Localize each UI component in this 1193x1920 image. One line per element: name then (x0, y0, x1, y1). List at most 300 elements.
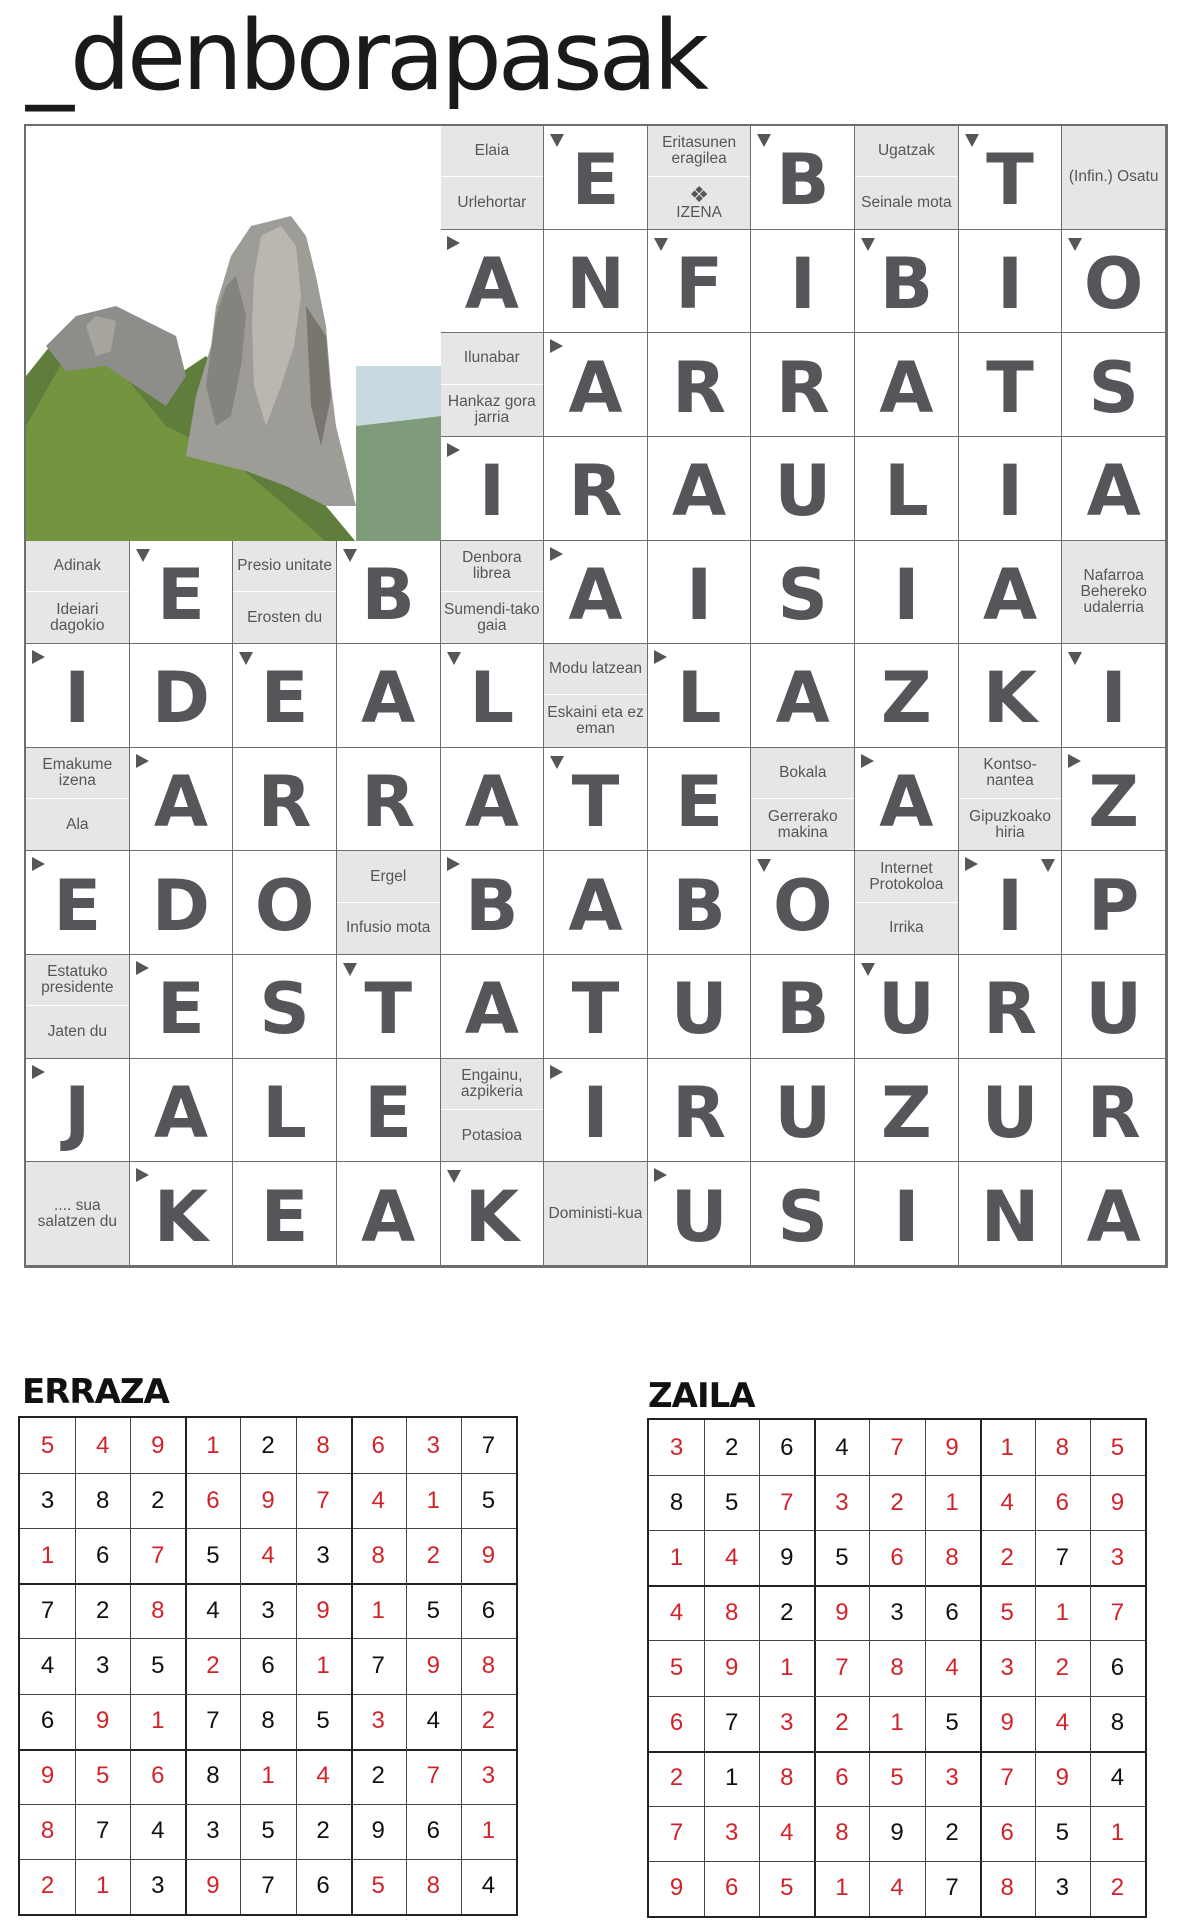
arrow-down-icon (1041, 859, 1055, 872)
letter: L (262, 1072, 307, 1155)
sudoku-cell: 5 (40, 1431, 55, 1459)
sudoku-cell: 9 (1055, 1764, 1069, 1792)
sudoku-cell: 6 (95, 1541, 110, 1569)
letter-cell (337, 748, 441, 852)
clue-text-bottom: Ideiari dagokio (50, 600, 105, 634)
sudoku-cell: 7 (481, 1431, 496, 1459)
letter-cell (648, 333, 752, 437)
letter: T (986, 139, 1034, 222)
clue-text-top: Presio unitate (233, 541, 336, 592)
clue-text-bottom: Hankaz gora jarria (447, 393, 536, 427)
clue-cell (441, 126, 545, 230)
letter: K (982, 657, 1038, 740)
letter: A (879, 346, 934, 429)
sudoku-cell: 1 (669, 1543, 684, 1571)
sudoku-cell: 5 (95, 1762, 110, 1790)
sudoku-cell: 4 (481, 1872, 496, 1900)
sudoku-cell: 3 (669, 1433, 684, 1461)
sudoku-cell: 9 (40, 1762, 55, 1790)
clue-cell (544, 1162, 648, 1266)
letter: A (1086, 450, 1141, 533)
letter-cell (544, 437, 648, 541)
letter: S (259, 968, 310, 1051)
arrow-down-icon (1068, 238, 1082, 251)
sudoku-cell: 7 (835, 1653, 849, 1681)
sudoku-cell: 1 (724, 1764, 739, 1792)
clue-text-bottom: Infusio mota (346, 919, 431, 937)
letter-cell (1062, 230, 1166, 334)
sudoku-cell: 9 (206, 1872, 220, 1900)
clue-text-bottom: Gerrerako makina (767, 807, 838, 841)
letter: P (1088, 864, 1140, 947)
clue-text-top: Kontso-nantea (959, 748, 1062, 799)
sudoku-cell: 6 (316, 1872, 330, 1900)
letter-cell (751, 333, 855, 437)
arrow-right-icon (136, 961, 149, 975)
letter: L (884, 450, 929, 533)
sudoku-cell: 4 (261, 1541, 275, 1569)
sudoku-cell: 3 (945, 1764, 959, 1792)
sudoku-cell: 7 (1055, 1543, 1069, 1571)
sudoku-cell: 7 (890, 1433, 904, 1461)
letter-cell (648, 1162, 752, 1266)
sudoku-cell: 4 (835, 1433, 849, 1461)
sudoku-cell: 2 (1055, 1653, 1069, 1681)
sudoku-cell: 3 (835, 1488, 849, 1516)
sudoku-cell: 3 (890, 1598, 904, 1626)
letter-cell (648, 437, 752, 541)
letter: A (153, 761, 209, 844)
letter-cell (544, 955, 648, 1059)
sudoku-cell: 2 (95, 1596, 110, 1624)
letter: B (672, 864, 726, 947)
letter: T (364, 968, 413, 1051)
letter: S (777, 553, 828, 636)
letter-cell (855, 955, 959, 1059)
sudoku-cell: 2 (945, 1819, 959, 1847)
sudoku-cell: 3 (371, 1707, 385, 1735)
sudoku-cell: 6 (1055, 1488, 1069, 1516)
sudoku-cell: 1 (426, 1486, 440, 1514)
clue-cell (1062, 541, 1166, 645)
sudoku-cell: 1 (371, 1596, 385, 1624)
letter: E (157, 968, 205, 1051)
sudoku-cell: 8 (481, 1651, 496, 1679)
sudoku-cell: 8 (669, 1488, 684, 1516)
letter-cell (337, 1059, 441, 1163)
letter: D (151, 864, 210, 947)
sudoku-cell: 1 (206, 1431, 220, 1459)
sudoku-cell: 8 (95, 1486, 110, 1514)
sudoku-cell: 2 (481, 1707, 496, 1735)
letter: U (981, 1072, 1039, 1155)
sudoku-cell: 8 (945, 1543, 959, 1571)
sudoku-cell: 4 (669, 1598, 684, 1626)
clue-text-bottom: Ala (66, 815, 89, 833)
letter: B (776, 968, 830, 1051)
letter-cell (751, 1162, 855, 1266)
letter-cell (1062, 1162, 1166, 1266)
sudoku-cell: 6 (206, 1486, 220, 1514)
letter-cell (959, 851, 1063, 955)
arrow-right-icon (861, 754, 874, 768)
sudoku-cell: 2 (371, 1762, 385, 1790)
clue-cell (544, 644, 648, 748)
sudoku-cell: 2 (780, 1598, 794, 1626)
sudoku-cell: 7 (95, 1817, 110, 1845)
letter: B (776, 139, 830, 222)
sudoku-cell: 7 (945, 1874, 959, 1902)
letter: E (53, 864, 102, 947)
letter: O (773, 864, 833, 947)
letter: O (254, 864, 315, 947)
letter-cell (648, 230, 752, 334)
sudoku-cell: 3 (261, 1596, 275, 1624)
letter: A (879, 761, 934, 844)
arrow-down-icon (447, 1170, 461, 1183)
sudoku-cell: 6 (945, 1598, 959, 1626)
arrow-right-icon (654, 1168, 667, 1182)
letter: L (676, 657, 722, 740)
letter-cell (648, 851, 752, 955)
letter: U (877, 968, 935, 1051)
sudoku-cell: 9 (835, 1598, 849, 1626)
letter-cell (855, 1059, 959, 1163)
clue-text-top: Elaia (441, 126, 544, 177)
sudoku-cell: 1 (835, 1874, 849, 1902)
arrow-right-icon (32, 857, 45, 871)
arrow-right-icon (550, 339, 563, 353)
sudoku-cell: 9 (261, 1486, 275, 1514)
sudoku-cell: 1 (40, 1541, 55, 1569)
letter-cell (337, 1162, 441, 1266)
clue-text-top: Ugatzak (855, 126, 958, 177)
letter-cell (130, 644, 234, 748)
sudoku-cell: 1 (780, 1653, 794, 1681)
sudoku-hard-grid (647, 1418, 1147, 1918)
sudoku-cell: 8 (835, 1819, 849, 1847)
sudoku-cell: 8 (1055, 1433, 1069, 1461)
sudoku-cell: 1 (481, 1817, 496, 1845)
sudoku-cell: 4 (426, 1707, 440, 1735)
letter-cell (130, 851, 234, 955)
clue-text-bottom: Urlehortar (457, 193, 527, 211)
clue-text-bottom: Erosten du (247, 608, 323, 626)
letter: R (672, 346, 727, 429)
arrow-down-icon (343, 549, 357, 562)
sudoku-cell: 9 (890, 1819, 904, 1847)
letter: U (774, 1072, 832, 1155)
clue-cell (26, 748, 130, 852)
letter-cell (751, 437, 855, 541)
arrow-down-icon (447, 652, 461, 665)
sudoku-hard-title: ZAILA (648, 1376, 755, 1416)
sudoku-cell: 4 (945, 1653, 959, 1681)
sudoku-cell: 6 (481, 1596, 496, 1624)
letter: B (879, 242, 934, 325)
letter: I (789, 242, 816, 325)
letter-cell (751, 230, 855, 334)
letter: A (361, 657, 416, 740)
sudoku-cell: 6 (426, 1817, 440, 1845)
sudoku-cell: 3 (426, 1431, 440, 1459)
sudoku-cell: 9 (481, 1541, 496, 1569)
sudoku-cell: 5 (780, 1874, 794, 1902)
letter-cell (26, 644, 130, 748)
letter-cell (337, 644, 441, 748)
clue-cell (441, 541, 545, 645)
letter-cell (959, 437, 1063, 541)
sudoku-cell: 5 (371, 1872, 385, 1900)
letter-cell (751, 1059, 855, 1163)
sudoku-cell: 5 (481, 1486, 496, 1514)
letter: A (568, 864, 623, 947)
letter-cell (544, 851, 648, 955)
letter: A (775, 657, 830, 740)
arrow-right-icon (550, 547, 563, 561)
clue-text-top: Eritasunen eragilea (648, 126, 751, 177)
letter-cell (233, 851, 337, 955)
sudoku-cell: 9 (1000, 1709, 1014, 1737)
letter: I (997, 450, 1024, 533)
letter-cell (648, 748, 752, 852)
arrow-down-icon (654, 238, 668, 251)
letter: U (1085, 968, 1143, 1051)
sudoku-cell: 6 (724, 1874, 739, 1902)
sudoku-cell: 6 (151, 1762, 165, 1790)
sudoku-easy-title: ERRAZA (22, 1372, 169, 1412)
letter-cell (855, 644, 959, 748)
letter: I (478, 450, 505, 533)
letter: U (774, 450, 832, 533)
sudoku-cell: 8 (1000, 1874, 1014, 1902)
letter-cell (130, 1059, 234, 1163)
sudoku-cell: 4 (890, 1874, 904, 1902)
letter-cell (441, 851, 545, 955)
sudoku-cell: 2 (669, 1764, 684, 1792)
clue-text-top: Internet Protokoloa (855, 851, 958, 902)
sudoku-cell: 7 (371, 1651, 385, 1679)
letter-cell (751, 541, 855, 645)
letter: R (672, 1072, 727, 1155)
sudoku-cell: 5 (1110, 1433, 1125, 1461)
letter-cell (1062, 437, 1166, 541)
sudoku-cell: 5 (206, 1541, 220, 1569)
sudoku-cell: 4 (40, 1651, 55, 1679)
letter-cell (751, 955, 855, 1059)
clue-text-top: Engainu, azpikeria (441, 1059, 544, 1110)
sudoku-cell: 8 (151, 1596, 165, 1624)
sudoku-cell: 8 (206, 1762, 220, 1790)
letter-cell (441, 644, 545, 748)
sudoku-cell: 1 (95, 1872, 110, 1900)
letter-cell (26, 851, 130, 955)
sudoku-cell: 5 (890, 1764, 904, 1792)
sudoku-cell: 2 (426, 1541, 440, 1569)
clue-text-top: Adinak (26, 541, 129, 592)
clue-text-top: Estatuko presidente (26, 955, 129, 1006)
clue-text-bottom: Irrika (889, 919, 924, 937)
letter-cell (959, 644, 1063, 748)
letter-cell (648, 1059, 752, 1163)
letter: I (1100, 657, 1127, 740)
clue-cell (26, 955, 130, 1059)
sudoku-cell: 9 (95, 1707, 110, 1735)
letter: I (997, 864, 1024, 947)
letter-cell (130, 748, 234, 852)
letter-cell (1062, 851, 1166, 955)
letter-cell (648, 644, 752, 748)
letter: E (157, 553, 205, 636)
clue-text: Nafarroa Behereko udalerria (1080, 566, 1147, 616)
letter-cell (233, 748, 337, 852)
sudoku-cell: 5 (724, 1488, 739, 1516)
clue-cell (441, 333, 545, 437)
letter: R (1086, 1072, 1141, 1155)
diamond-icon: ❖ (689, 181, 709, 207)
clue-cell (855, 126, 959, 230)
letter-cell (855, 748, 959, 852)
sudoku-cell: 8 (261, 1707, 275, 1735)
clue-text-top: Bokala (751, 748, 854, 799)
letter: K (153, 1175, 209, 1258)
sudoku-cell: 8 (780, 1764, 794, 1792)
arrow-right-icon (136, 754, 149, 768)
sudoku-cell: 7 (316, 1486, 330, 1514)
sudoku-cell: 3 (151, 1872, 165, 1900)
letter: A (982, 553, 1038, 636)
sudoku-cell: 1 (1110, 1819, 1125, 1847)
clue-text-bottom: Gipuzkoako hiria (969, 807, 1051, 841)
letter: B (361, 553, 415, 636)
letter: N (980, 1175, 1040, 1258)
letter-cell (544, 333, 648, 437)
letter: R (568, 450, 623, 533)
sudoku-cell: 8 (890, 1653, 904, 1681)
letter-cell (1062, 333, 1166, 437)
arrow-down-icon (757, 859, 771, 872)
sudoku-cell: 3 (316, 1541, 330, 1569)
letter-cell (233, 1162, 337, 1266)
letter: E (260, 1175, 309, 1258)
letter: U (670, 1175, 728, 1258)
letter: R (983, 968, 1037, 1051)
letter-cell (648, 541, 752, 645)
sudoku-cell: 2 (890, 1488, 904, 1516)
letter: I (893, 1175, 920, 1258)
clue-text-top: Ergel (337, 851, 440, 902)
sudoku-cell: 7 (724, 1709, 739, 1737)
letter: R (257, 761, 312, 844)
sudoku-cell: 2 (835, 1709, 849, 1737)
letter-cell (855, 541, 959, 645)
letter-cell (855, 333, 959, 437)
clue-text: (Infin.) Osatu (1068, 168, 1159, 186)
sudoku-cell: 3 (481, 1762, 496, 1790)
arrow-right-icon (1068, 754, 1081, 768)
clue-text-bottom: Jaten du (47, 1023, 108, 1041)
letter: R (361, 761, 416, 844)
arrow-right-icon (136, 1168, 149, 1182)
sudoku-cell: 1 (261, 1762, 275, 1790)
sudoku-cell: 2 (206, 1651, 220, 1679)
letter-cell (855, 437, 959, 541)
sudoku-cell: 2 (316, 1817, 330, 1845)
letter: A (464, 761, 519, 844)
sudoku-cell: 1 (890, 1709, 904, 1737)
sudoku-cell: 4 (1110, 1764, 1125, 1792)
sudoku-cell: 4 (724, 1543, 739, 1571)
letter-cell (1062, 748, 1166, 852)
sudoku-cell: 9 (151, 1431, 165, 1459)
letter: A (672, 450, 727, 533)
letter-cell (959, 230, 1063, 334)
letter-cell (648, 955, 752, 1059)
sudoku-cell: 6 (780, 1433, 794, 1461)
arrow-down-icon (550, 134, 564, 147)
sudoku-cell: 5 (669, 1653, 684, 1681)
sudoku-cell: 2 (1110, 1874, 1125, 1902)
clue-cell (26, 1162, 130, 1266)
clue-text-top: Ilunabar (441, 333, 544, 384)
sudoku-cell: 7 (261, 1872, 275, 1900)
letter: A (361, 1175, 416, 1258)
sudoku-cell: 6 (1110, 1653, 1125, 1681)
letter: A (464, 242, 519, 325)
sudoku-cell: 1 (1000, 1433, 1014, 1461)
letter-cell (233, 955, 337, 1059)
sudoku-cell: 8 (724, 1598, 739, 1626)
sudoku-cell: 2 (1000, 1543, 1014, 1571)
letter: S (1088, 346, 1139, 429)
sudoku-cell: 5 (151, 1651, 165, 1679)
arrow-right-icon (447, 857, 460, 871)
sudoku-cell: 7 (1000, 1764, 1014, 1792)
sudoku-cell: 5 (426, 1596, 440, 1624)
letter: K (464, 1175, 519, 1258)
sudoku-cell: 4 (1055, 1709, 1069, 1737)
arrow-right-icon (447, 236, 460, 250)
sudoku-cell: 3 (95, 1651, 110, 1679)
clue-cell (441, 1059, 545, 1163)
clue-text: Doministi-kua (548, 1204, 643, 1222)
letter-cell (855, 1162, 959, 1266)
sudoku-cell: 1 (151, 1707, 165, 1735)
sudoku-cell: 8 (371, 1541, 385, 1569)
arrow-right-icon (32, 1065, 45, 1079)
crossword-grid (24, 124, 1168, 1268)
arrow-right-icon (654, 650, 667, 664)
sudoku-cell: 5 (316, 1707, 330, 1735)
sudoku-cell: 1 (945, 1488, 959, 1516)
sudoku-cell: 9 (371, 1817, 385, 1845)
letter-cell (959, 955, 1063, 1059)
letter-cell (130, 955, 234, 1059)
letter: S (777, 1175, 828, 1258)
sudoku-cell: 5 (261, 1817, 275, 1845)
letter-cell (441, 955, 545, 1059)
letter: E (260, 657, 309, 740)
arrow-down-icon (1068, 652, 1082, 665)
sudoku-cell: 1 (316, 1651, 330, 1679)
sudoku-cell: 7 (206, 1707, 220, 1735)
letter: I (893, 553, 920, 636)
sudoku-cell: 8 (316, 1431, 330, 1459)
arrow-down-icon (239, 652, 253, 665)
sudoku-cell: 9 (426, 1651, 440, 1679)
sudoku-cell: 9 (316, 1596, 330, 1624)
letter-cell (751, 126, 855, 230)
